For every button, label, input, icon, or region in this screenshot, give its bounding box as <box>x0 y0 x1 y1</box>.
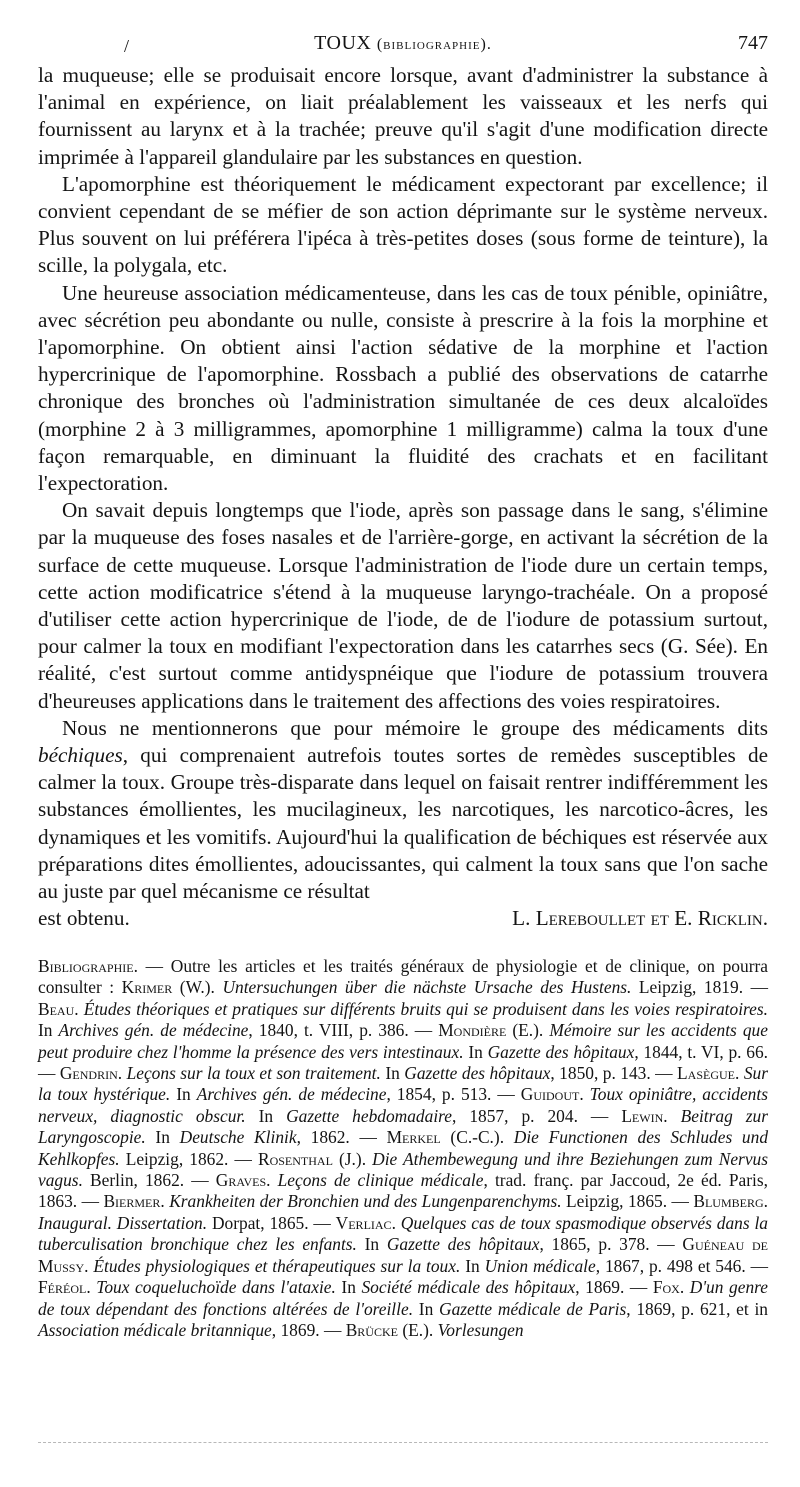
title-word: TOUX <box>314 32 372 54</box>
bib-title: Inaugural. Dissertation. <box>38 1212 208 1233</box>
bib-text: In <box>145 1127 180 1148</box>
title-subtitle: (bibliographie). <box>376 36 492 53</box>
bib-title: Die Athembewegung und ihre Beziehungen zum Nervus vagus. <box>38 1148 769 1191</box>
bib-text: Dorpat, 1865. — <box>207 1212 336 1233</box>
bib-text: . <box>663 1105 681 1126</box>
bib-text: (E.). <box>397 1319 438 1340</box>
bib-text: , 1862. — <box>296 1127 387 1148</box>
bib-title: Gazette hebdomadaire <box>286 1105 452 1126</box>
main-text <box>38 62 768 933</box>
bib-author: Féréol <box>38 1277 87 1298</box>
bib-text: . <box>266 1170 278 1191</box>
bib-text: (E.). <box>506 1020 550 1041</box>
bib-text: . <box>84 1255 94 1276</box>
bibliography-content <box>38 956 768 1340</box>
bib-title: Beitrag zur Laryngoscopie. <box>38 1105 768 1148</box>
bib-text: , 1857, p. 204. — <box>452 1105 622 1126</box>
running-header <box>38 32 768 58</box>
bib-title: Toux opiniâtre, accidents nerveux, diagnostic obscur. <box>38 1084 768 1126</box>
bib-author: Blumberg <box>693 1191 764 1212</box>
paragraph-5-start: Nous ne mentionnerons que pour mémoire le groupe des médicaments dits <box>62 715 768 740</box>
bib-title: Krankheiten der Bronchien und des Lungenparenchyms. <box>169 1191 562 1212</box>
bib-title: Gazette des hôpitaux <box>487 1041 635 1062</box>
paragraph-4: On savait depuis longtemps que l'iode, après son passage dans le sang, s'élimine par la muqueuse des foses nasales et de l'arrière-gorge, en activant la sécrétion de la surface de cette muqueuse. Lorsque l'administration de l'iode dure un certain temps, cette action modificatrice s'étend à la muqueuse laryngo-trachéale. On a proposé d'utiliser cette action hypercrinique de l'iode, de de l'iodure de potassium surtout, pour calmer la toux en modifiant l'expectoration dans les catarrhes secs (G. Sée). En réalité, c'est surtout comme antidyspnéique que l'iodure de potassium trouvera d'heureuses applications dans le traitement des affections des voies respiratoires. <box>38 498 768 713</box>
bib-text: (W.). <box>172 977 223 998</box>
paragraph-1: la muqueuse; elle se produisait encore lorsque, avant d'administrer la substance à l'animal en expérience, on liait préalablement les vaisseaux et les nerfs qui fournissent au larynx et à la trachée; preuve qu'il s'agit d'une modification directe imprimée à l'appareil glandulaire par les substances en question. <box>38 63 768 169</box>
bib-text: (J.). <box>332 1148 373 1169</box>
bib-title: Gazette des hôpitaux <box>404 1063 551 1084</box>
bib-author: Fox <box>652 1277 680 1298</box>
bib-author: Rosenthal <box>257 1148 333 1169</box>
bib-author: Lewin <box>621 1105 664 1126</box>
bib-text: In <box>170 1084 197 1105</box>
bib-text: In <box>335 1277 362 1298</box>
bib-text: . <box>74 998 84 1019</box>
bib-author: Merkel <box>386 1127 441 1148</box>
bib-title: Toux coqueluchoïde dans l'ataxie. <box>96 1277 336 1298</box>
bib-text: — Outre les articles et les traités généraux de physiologie et de clinique, on pourra consulter : <box>38 956 768 998</box>
running-title <box>38 32 768 55</box>
bib-title: Quelques cas de toux spasmodique observés dans la tuberculisation bronchique chez les enfants. <box>38 1212 768 1255</box>
bib-text: . <box>117 1063 127 1084</box>
footer-rule <box>38 1442 768 1443</box>
bib-text: , 1854, p. 513. — <box>386 1084 521 1105</box>
bib-text: , 1865, p. 378. — <box>539 1234 683 1255</box>
bib-title: Études physiologiques et thérapeutiques sur la toux. <box>93 1255 461 1276</box>
bib-text: In <box>463 1041 488 1062</box>
bib-author: Guidout <box>520 1084 580 1105</box>
bib-text: , 1867, p. 498 et 546. — <box>595 1255 768 1276</box>
bib-author: Biermer <box>103 1191 161 1212</box>
bibliography <box>38 956 768 1341</box>
paragraph-3: Une heureuse association médicamenteuse, dans les cas de toux pénible, opiniâtre, avec sécrétion peu abondante ou nulle, consiste à prescrire à la fois la morphine et l'apomorphine. On obtient ainsi l'action sédative de la morphine et l'action hypercrinique de l'apomorphine. Rossbach a publié des observations de catarrhe chronique des bronches où l'administration simultanée de ces deux alcaloïdes (morphine 2 à 3 milligrammes, apomorphine 1 milligramme) calma la toux d'une façon remarquable, en diminuant la fluidité des crachats et en facilitant l'expectoration. <box>38 280 768 496</box>
paragraph-5 <box>38 715 768 905</box>
paragraph-5-rest: , qui comprenaient autrefois toutes sortes de remèdes susceptibles de calmer la toux. Groupe très-disparate dans lequel on faisait rentrer indifféremment les substances émollientes, les mucilagineux, les narcotiques, les narcotico-âcres, les dynamiques et les vomitifs. Aujourd'hui la qualification de béchiques est réservée aux préparations dites émollientes, adoucissantes, qui calment la toux sans que l'on sache au juste par quel mécanisme ce résultat <box>38 743 768 904</box>
bib-text: In <box>245 1105 287 1126</box>
bib-title: Union médicale <box>484 1255 596 1276</box>
bib-title: Association médicale britannique <box>38 1319 272 1340</box>
bib-title: Études théoriques et pratiques sur différents bruits qui se produisent dans les voies respiratoires. <box>83 998 768 1019</box>
bib-text: . <box>735 1063 744 1084</box>
bib-author: Graves <box>215 1170 267 1191</box>
page-number: 747 <box>738 32 768 54</box>
bib-title: Mémoire sur les accidents que peut produire chez l'homme la présence des vers intestinaux. <box>38 1020 768 1062</box>
bib-text: , 1869, p. 621, et in <box>626 1298 768 1319</box>
bib-text: In <box>380 1063 405 1084</box>
bib-author: Gendrin <box>59 1063 118 1084</box>
bib-text: , trad. franç. par Jaccoud, 2e éd. Paris, 1863. — <box>38 1170 769 1212</box>
bib-text: . <box>679 1277 690 1298</box>
bib-author: Beau <box>38 998 75 1019</box>
bib-title: Untersuchungen über die nächste Ursache des Hustens. <box>222 977 632 998</box>
bib-title: Leçons sur la toux et son traitement. <box>126 1063 381 1084</box>
bib-title: Sur la toux hystérique. <box>38 1063 768 1105</box>
bib-title: Vorlesungen <box>437 1319 524 1340</box>
bib-author: Guéneau de Mussy <box>38 1234 769 1276</box>
bib-title: Archives gén. de médecine <box>58 1020 249 1041</box>
signature-line <box>38 905 768 932</box>
paragraph-2: L'apomorphine est théoriquement le médicament expectorant par excellence; il convient cependant de se méfier de son action déprimante sur le système nerveux. Plus souvent on lui préférera l'ipéca à très-petites doses (sous forme de teinture), la scille, la polygala, etc. <box>38 171 768 278</box>
bib-text: . <box>86 1277 97 1298</box>
margin-mark: / <box>124 36 130 56</box>
bib-text: In <box>356 1234 387 1255</box>
bib-text: Leipzig, 1865. — <box>561 1191 694 1212</box>
bib-text: , 1850, p. 143. — <box>550 1063 678 1084</box>
bib-text: . <box>763 1191 769 1212</box>
bib-text: . <box>391 1212 401 1233</box>
bib-title: Leçons de clinique médicale <box>277 1170 484 1191</box>
bib-text: Berlin, 1862. — <box>82 1170 216 1191</box>
bib-author: Mondière <box>438 1020 507 1041</box>
bib-title: Archives gén. de médecine <box>196 1084 387 1105</box>
bib-text: In <box>38 1020 59 1041</box>
bib-text: (C.-C.). <box>440 1127 514 1148</box>
bib-text: , 1869. — <box>271 1319 346 1340</box>
closing-text: est obtenu. <box>38 906 130 931</box>
bib-title: Gazette des hôpitaux <box>386 1234 540 1255</box>
bib-text: Leipzig, 1819. — <box>631 977 768 998</box>
bib-title: Société médicale des hôpitaux <box>361 1277 576 1298</box>
bib-text: . <box>579 1084 590 1105</box>
bib-text: In <box>413 1298 440 1319</box>
bib-text: , 1840, t. VIII, p. 386. — <box>248 1020 439 1041</box>
bib-text: , 1844, t. VI, p. 66. — <box>38 1041 769 1084</box>
bib-title: Gazette médicale de Paris <box>439 1298 627 1319</box>
bib-author: Lasègue <box>677 1063 736 1084</box>
bibliography-label: Bibliographie. <box>38 956 138 976</box>
bib-text: Leipzig, 1862. — <box>119 1148 258 1169</box>
bib-title: Deutsche Klinik <box>179 1127 297 1148</box>
bib-text: In <box>460 1255 485 1276</box>
bib-text: , 1869. — <box>575 1277 653 1298</box>
term-bechiques: béchiques <box>38 743 123 768</box>
bib-author: Krimer <box>121 977 173 998</box>
bib-title: D'un genre de toux dépendant des fonctions altérées de l'oreille. <box>38 1277 768 1319</box>
bib-author: Brücke <box>345 1319 398 1340</box>
bib-author: Verliac <box>335 1212 392 1233</box>
bib-title: Die Functionen des Schludes und Kehlkopfes. <box>38 1127 769 1169</box>
bib-text: . <box>160 1191 170 1212</box>
authors: L. Lereboullet et E. Ricklin. <box>512 906 768 931</box>
